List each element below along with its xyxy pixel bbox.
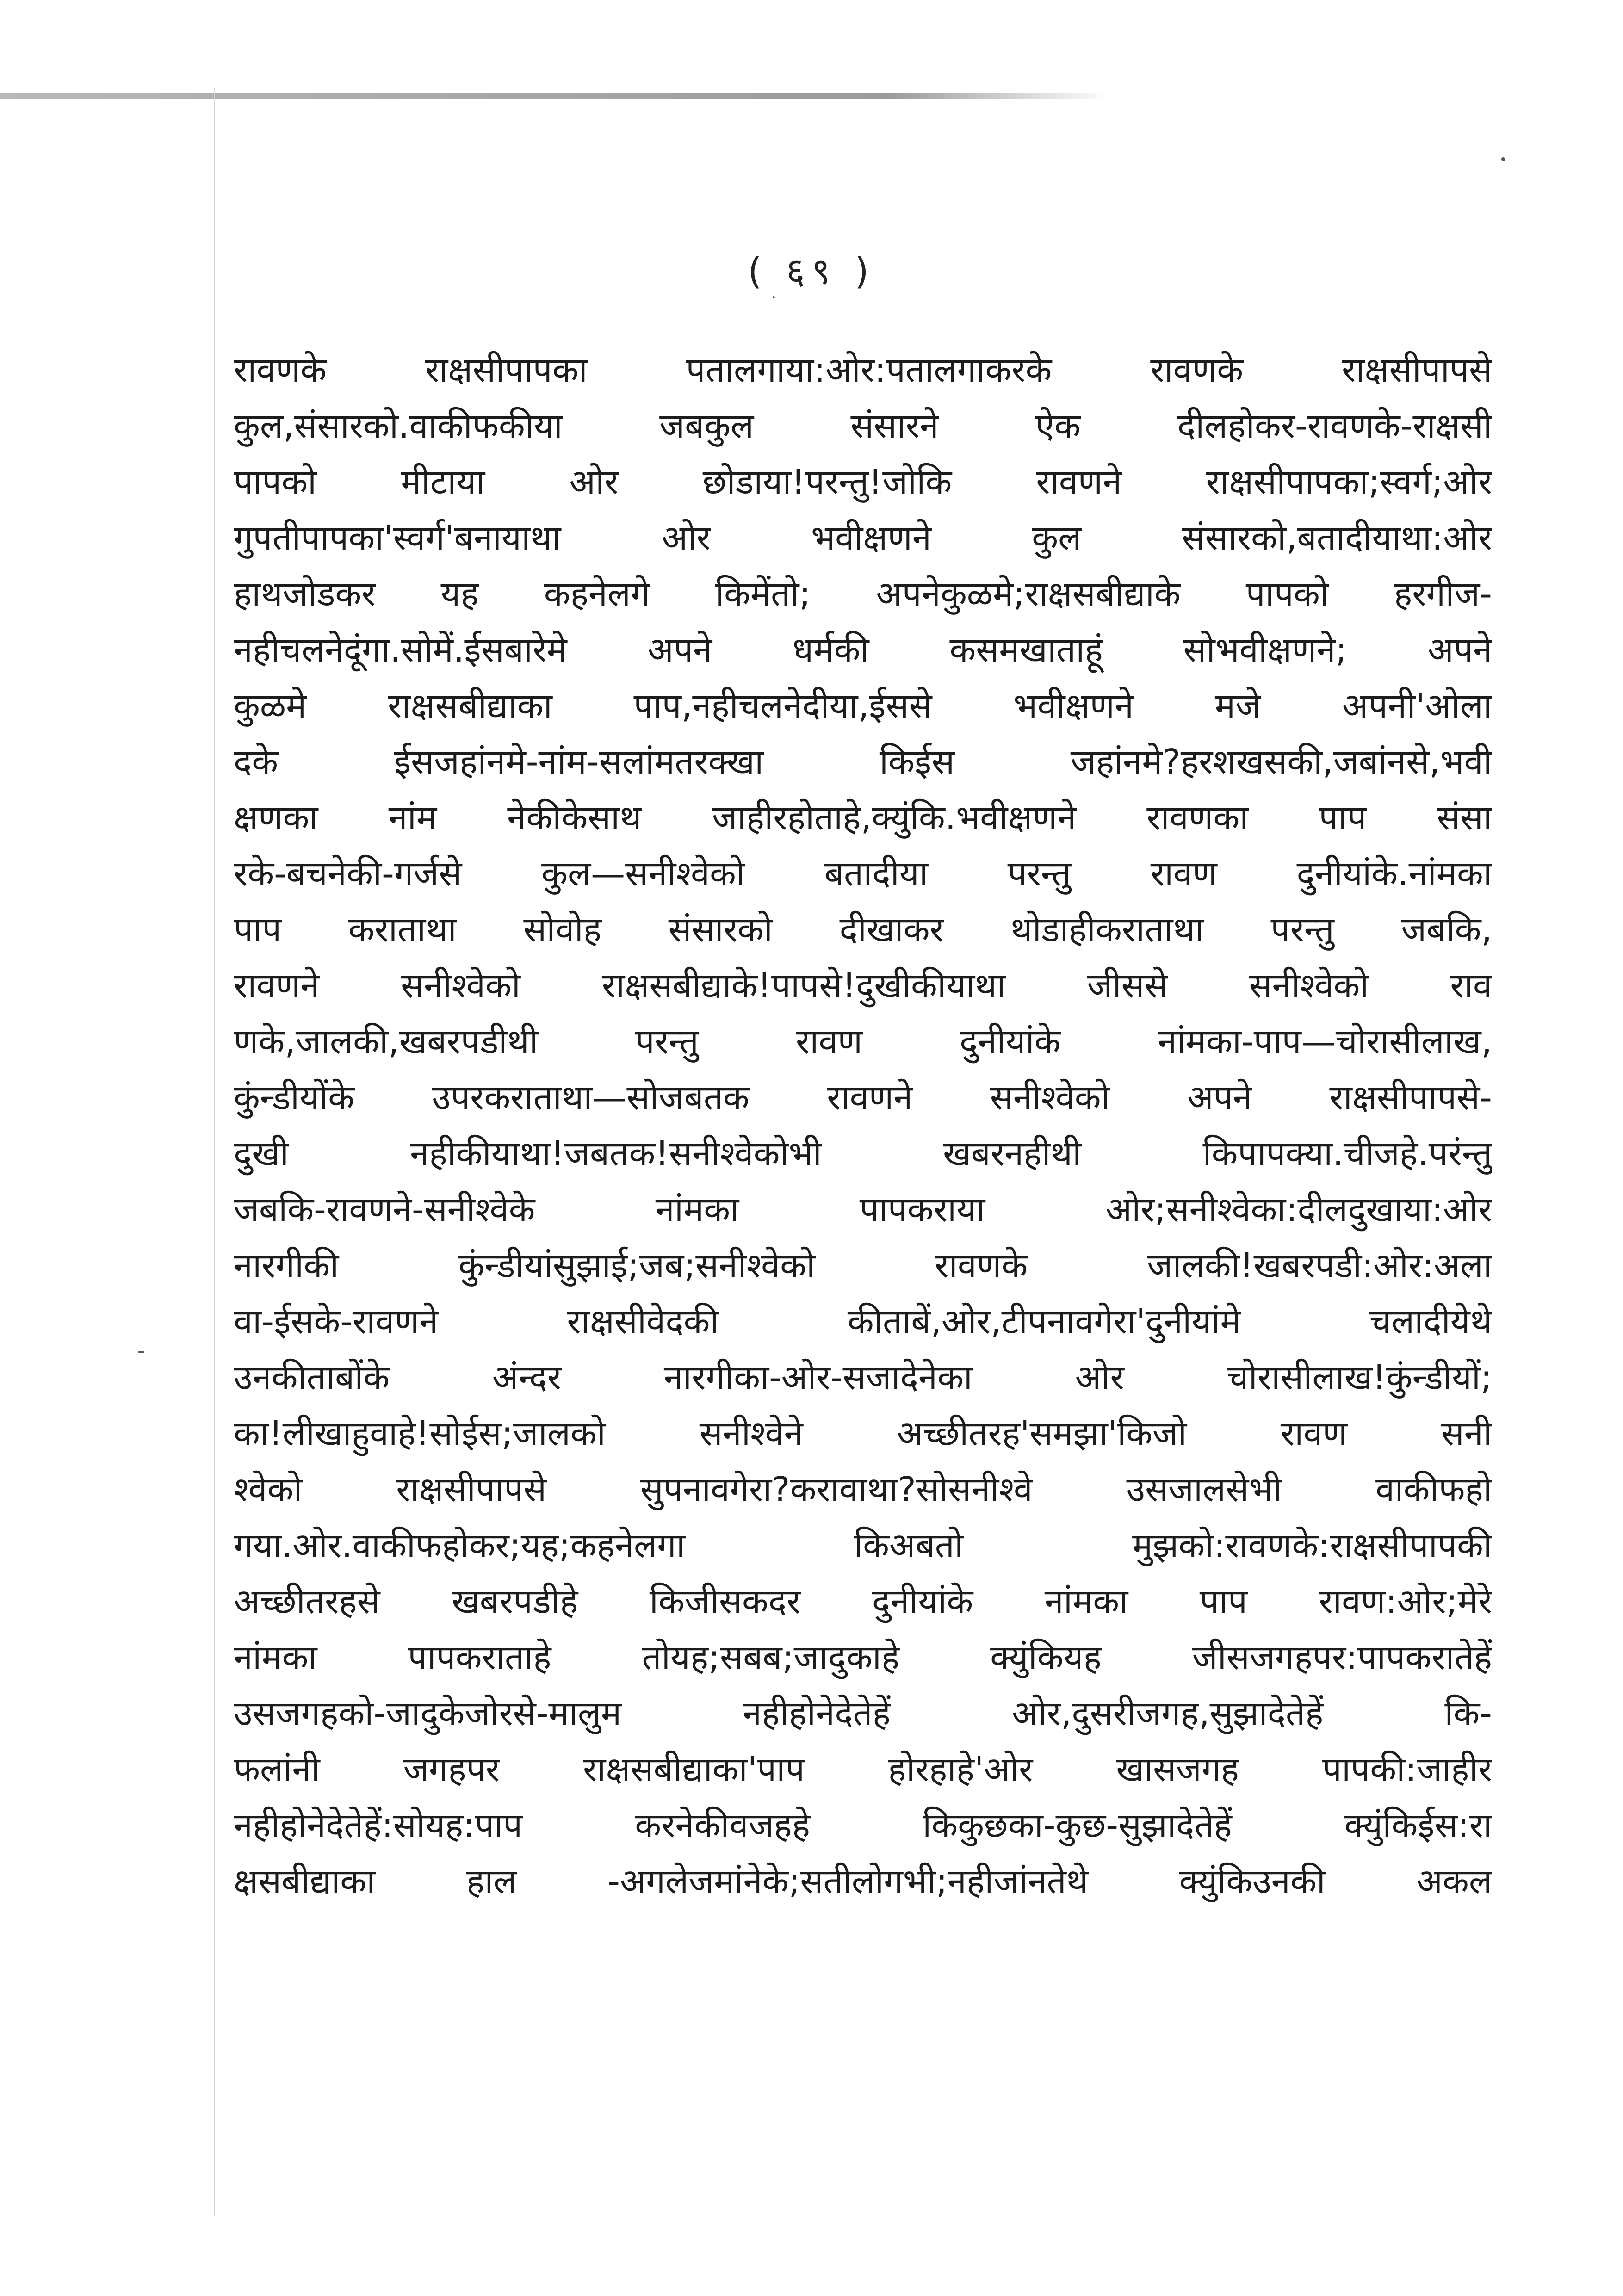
scan-speck xyxy=(1501,157,1505,161)
text-line: रावणने सनीश्वेको राक्षसबीद्याके!पापसे!दुखीकीयाथा जीससे सनीश्वेको राव xyxy=(234,966,1492,1006)
page-number: ( ६९ ) xyxy=(748,251,875,292)
text-line: नांमका पापकराताहे तोयह;सबब;जादुकाहे क्युंकियह जीसजगहपर:पापकरातेहें xyxy=(234,1638,1492,1677)
text-line: हाथजोडकर यह कहनेलगे किमेंतो; अपनेकुळमे;राक्षसबीद्याके पापको हरगीज- xyxy=(234,574,1492,614)
text-line: पापको मीटाया ओर छोडाया!परन्तु!जोकि रावणने राक्षसीपापका;स्वर्ग;ओर xyxy=(234,462,1492,502)
scan-speck xyxy=(773,296,775,298)
body-text xyxy=(234,342,1492,1910)
text-line: उनकीताबोंके अंन्दर नारगीका-ओर-सजादेनेका ओर चोरासीलाख!कुंन्डीयों; xyxy=(234,1358,1492,1398)
text-line: फलांनी जगहपर राक्षसबीद्याका'पाप होरहाहे'ओर खासजगह पापकी:जाहीर xyxy=(234,1750,1492,1789)
text-line: नहीहोनेदेतेहें:सोयह:पाप करनेकीवजहहे किकुछका-कुछ-सुझादेतेहें क्युंकिईस:रा xyxy=(234,1806,1492,1845)
text-line: णके,जालकी,खबरपडीथी परन्तु रावण दुनीयांके नांमका-पाप—चोरासीलाख, xyxy=(234,1022,1492,1062)
text-line: गया.ओर.वाकीफहोकर;यह;कहनेलगा किअबतो मुझको:रावणके:राक्षसीपापकी xyxy=(234,1526,1492,1566)
text-line: रके-बचनेकी-गर्जसे कुल—सनीश्वेको बतादीया परन्तु रावण दुनीयांके.नांमका xyxy=(234,854,1492,894)
text-line: पाप कराताथा सोवोह संसारको दीखाकर थोडाहीकराताथा परन्तु जबकि, xyxy=(234,910,1492,950)
text-line: का!लीखाहुवाहे!सोईस;जालको सनीश्वेने अच्छीतरह'समझा'किजो रावण सनी xyxy=(234,1414,1492,1454)
text-line: नारगीकी कुंन्डीयांसुझाई;जब;सनीश्वेको रावणके जालकी!खबरपडी:ओर:अला xyxy=(234,1246,1492,1286)
scan-edge-shadow xyxy=(0,93,1110,99)
text-line: वा-ईसके-रावणने राक्षसीवेदकी कीताबें,ओर,टीपनावगेरा'दुनीयांमे चलादीयेथे xyxy=(234,1302,1492,1342)
scan-speck xyxy=(138,1351,144,1353)
text-line: दुखी नहीकीयाथा!जबतक!सनीश्वेकोभी खबरनहीथी किपापक्या.चीजहे.परंन्तु xyxy=(234,1134,1492,1174)
text-line: कुळमे राक्षसबीद्याका पाप,नहीचलनेदीया,ईससे भवीक्षणने मजे अपनी'ओला xyxy=(234,686,1492,726)
text-line: दके ईसजहांनमे-नांम-सलांमतरक्खा किईस जहांनमे?हरशखसकी,जबांनसे,भवी xyxy=(234,742,1492,782)
text-line: रावणके राक्षसीपापका पतालगाया:ओर:पतालगाकरके रावणके राक्षसीपापसे xyxy=(234,350,1492,390)
margin-line xyxy=(214,88,215,2216)
text-line: उसजगहको-जादुकेजोरसे-मालुम नहीहोनेदेतेहें ओर,दुसरीजगह,सुझादेतेहें कि- xyxy=(234,1694,1492,1733)
text-line: नहीचलनेदूंगा.सोमें.ईसबारेमे अपने धर्मकी कसमखाताहूं सोभवीक्षणने; अपने xyxy=(234,630,1492,670)
text-line: कुल,संसारको.वाकीफकीया जबकुल संसारने ऐक दीलहोकर-रावणके-राक्षसी xyxy=(234,406,1492,446)
text-line: कुंन्डीयोंके उपरकराताथा—सोजबतक रावणने सनीश्वेको अपने राक्षसीपापसे- xyxy=(234,1078,1492,1118)
text-line: क्षसबीद्याका हाल -अगलेजमांनेके;सतीलोगभी;नहीजांनतेथे क्युंकिउनकी अकल xyxy=(234,1862,1492,1901)
text-line: अच्छीतरहसे खबरपडीहे किजीसकदर दुनीयांके नांमका पाप रावण:ओर;मेरे xyxy=(234,1582,1492,1621)
text-line: जबकि-रावणने-सनीश्वेके नांमका पापकराया ओर;सनीश्वेका:दीलदुखाया:ओर xyxy=(234,1190,1492,1230)
text-line: श्वेको राक्षसीपापसे सुपनावगेरा?करावाथा?सोसनीश्वे उसजालसेभी वाकीफहो xyxy=(234,1470,1492,1510)
text-line: गुपतीपापका'स्वर्ग'बनायाथा ओर भवीक्षणने कुल संसारको,बतादीयाथा:ओर xyxy=(234,518,1492,558)
text-line: क्षणका नांम नेकीकेसाथ जाहीरहोताहे,क्युंकि.भवीक्षणने रावणका पाप संसा xyxy=(234,798,1492,838)
